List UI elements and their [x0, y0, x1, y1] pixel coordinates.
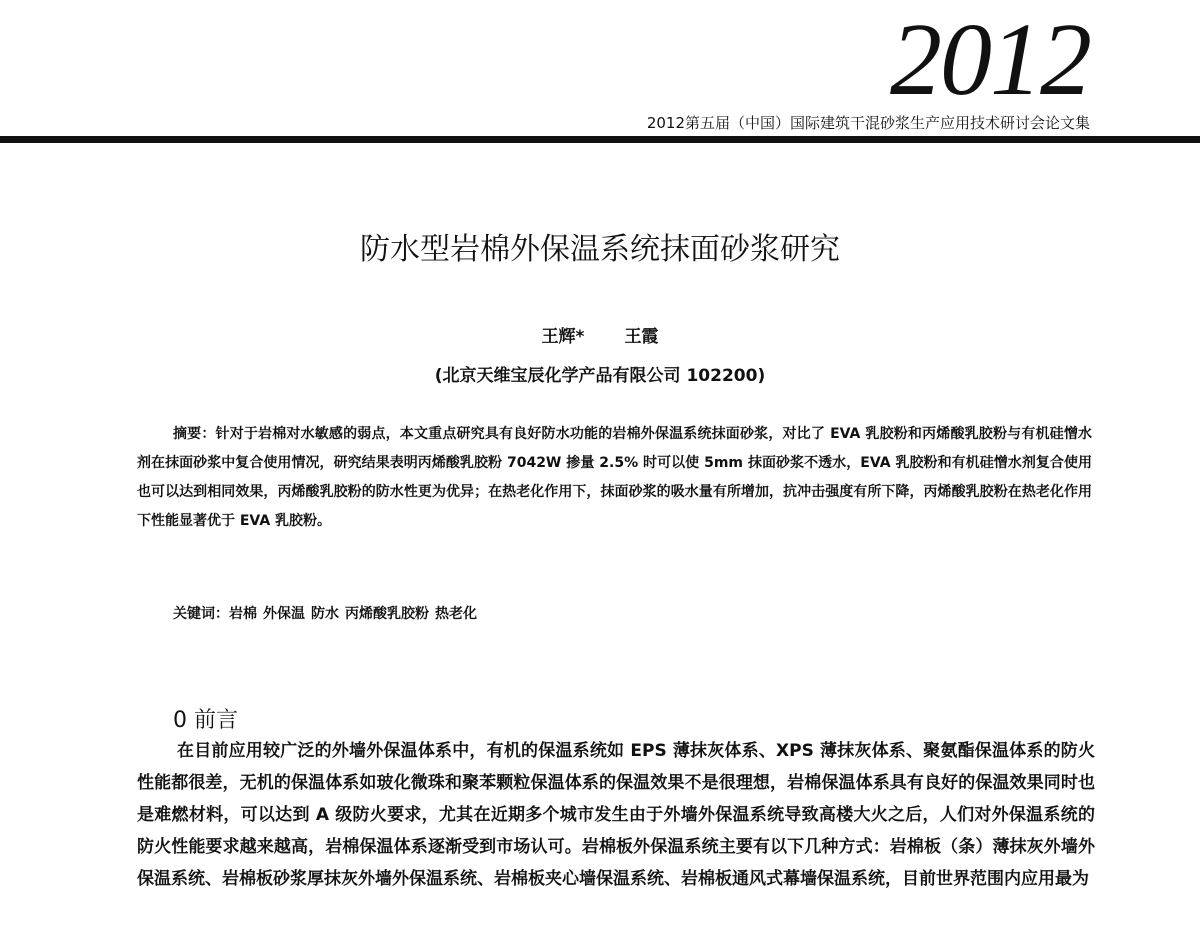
header-series-title: 2012第五届（中国）国际建筑干混砂浆生产应用技术研讨会论文集 — [646, 114, 1090, 132]
author-name: 王霞 — [624, 327, 659, 347]
paper-title: 防水型岩棉外保温系统抹面砂浆研究 — [360, 232, 840, 268]
keyword: 岩棉 — [229, 606, 257, 622]
header-year: 2012 — [890, 2, 1090, 117]
keyword: 防水 — [311, 606, 339, 622]
keyword: 外保温 — [263, 606, 305, 622]
abstract — [137, 420, 1092, 536]
abstract-text: 针对于岩棉对水敏感的弱点，本文重点研究具有良好防水功能的岩棉外保温系统抹面砂浆，对比了 EVA 乳胶粉和丙烯酸乳胶粉与有机硅憎水剂在抹面砂浆中复合使用情况，研究结果表明丙烯酸乳胶粉 7042W 掺量 2.5% 时可以使 5mm 抹面砂浆不透水，EVA 乳胶粉和有机硅憎水剂复合使用也可以达到相同效果，丙烯酸乳胶粉的防水性更为优异；在热老化作用下，抹面砂浆的吸水量有所增加，抗冲击强度有所下降，丙烯酸乳胶粉在热老化作用下性能显著优于 EVA 乳胶粉。 — [137, 426, 1093, 529]
header-rule — [0, 136, 1200, 143]
keyword: 丙烯酸乳胶粉 — [345, 606, 429, 622]
keyword: 热老化 — [435, 606, 477, 622]
affiliation: (北京天维宝辰化学产品有限公司 102200) — [434, 366, 766, 386]
abstract-label: 摘要： — [173, 426, 216, 442]
author-line — [0, 325, 1200, 349]
keywords-label: 关键词： — [173, 606, 229, 622]
body-paragraph: 在目前应用较广泛的外墙外保温体系中，有机的保温系统如 EPS 薄抹灰体系、XPS 薄抹灰体系、聚氨酯保温体系的防火性能都很差，无机的保温体系如玻化微珠和聚苯颗粒保温体系的保温效果不是很理想，岩棉保温体系具有良好的保温效果同时也是难燃材料，可以达到 A 级防火要求，尤其在近期多个城市发生由于外墙外保温系统导致高楼大火之后，人们对外保温系统的防火性能要求越来越高，岩棉保温体系逐渐受到市场认可。岩棉板外保温系统主要有以下几种方式：岩棉板（条）薄抹灰外墙外保温系统、岩棉板砂浆厚抹灰外墙外保温系统、岩棉板夹心墙保温系统、岩棉板通风式幕墙保温系统，目前世界范围内应用最为 — [137, 741, 1095, 889]
section-heading: 0 前言 — [173, 708, 238, 734]
author-name: 王辉* — [541, 327, 585, 347]
keywords — [173, 602, 483, 626]
